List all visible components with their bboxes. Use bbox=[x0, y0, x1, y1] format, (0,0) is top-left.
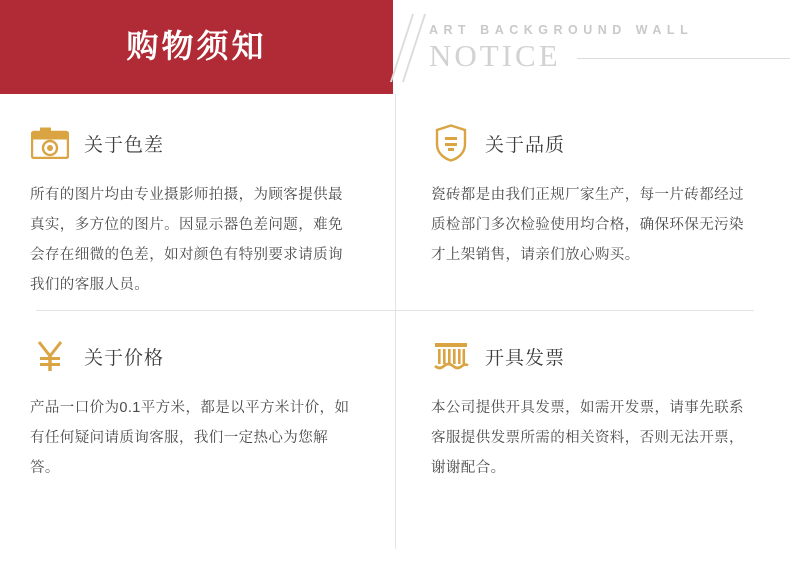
notice-item-body: 瓷砖都是由我们正规厂家生产，每一片砖都经过质检部门多次检验使用均合格，确保环保无污染才上架销售，请亲们放心购买。 bbox=[431, 187, 744, 263]
notice-item-header bbox=[30, 333, 355, 379]
notice-item-body: 所有的图片均由专业摄影师拍摄，为顾客提供最真实，多方位的图片。因显示器色差问题，难免会存在细微的色差，如对颜色有特别要求请质询我们的客服人员。 bbox=[30, 187, 343, 293]
notice-item-price bbox=[0, 311, 395, 493]
header-subtitle: NOTICE bbox=[429, 38, 561, 73]
header-subtitle-block bbox=[393, 0, 790, 94]
notice-item-quality bbox=[395, 94, 790, 310]
camera-icon bbox=[30, 123, 70, 163]
notice-item-body: 本公司提供开具发票，如需开发票，请事先联系客服提供发票所需的相关资料，否则无法开票，谢谢配合。 bbox=[431, 400, 744, 476]
header-title-block bbox=[0, 0, 393, 94]
page-title: 购物须知 bbox=[126, 28, 267, 64]
header-eyebrow: ART BACKGROUND WALL bbox=[429, 23, 694, 37]
slash-decor-1 bbox=[390, 14, 414, 82]
notice-item-color bbox=[0, 94, 395, 310]
page-header bbox=[0, 0, 790, 94]
notice-item-header bbox=[431, 120, 750, 166]
header-notice-row bbox=[429, 40, 790, 71]
notice-item-title: 关于价格 bbox=[84, 347, 165, 369]
invoice-icon bbox=[431, 336, 471, 376]
notice-item-body: 产品一口价为0.1平方米，都是以平方米计价，如有任何疑问请质询客服，我们一定热心为您解答。 bbox=[30, 400, 350, 476]
notice-grid bbox=[0, 94, 790, 549]
yen-price-icon bbox=[30, 336, 70, 376]
header-rule bbox=[577, 58, 790, 59]
notice-item-title: 关于品质 bbox=[485, 134, 566, 156]
notice-row-bottom bbox=[0, 311, 790, 493]
slash-decor-2 bbox=[402, 14, 426, 82]
notice-item-title: 关于色差 bbox=[84, 134, 165, 156]
notice-row-top bbox=[0, 94, 790, 310]
notice-item-header bbox=[30, 120, 355, 166]
notice-item-invoice bbox=[395, 311, 790, 493]
notice-item-header bbox=[431, 333, 750, 379]
shield-quality-icon bbox=[431, 123, 471, 163]
notice-item-title: 开具发票 bbox=[485, 347, 566, 369]
